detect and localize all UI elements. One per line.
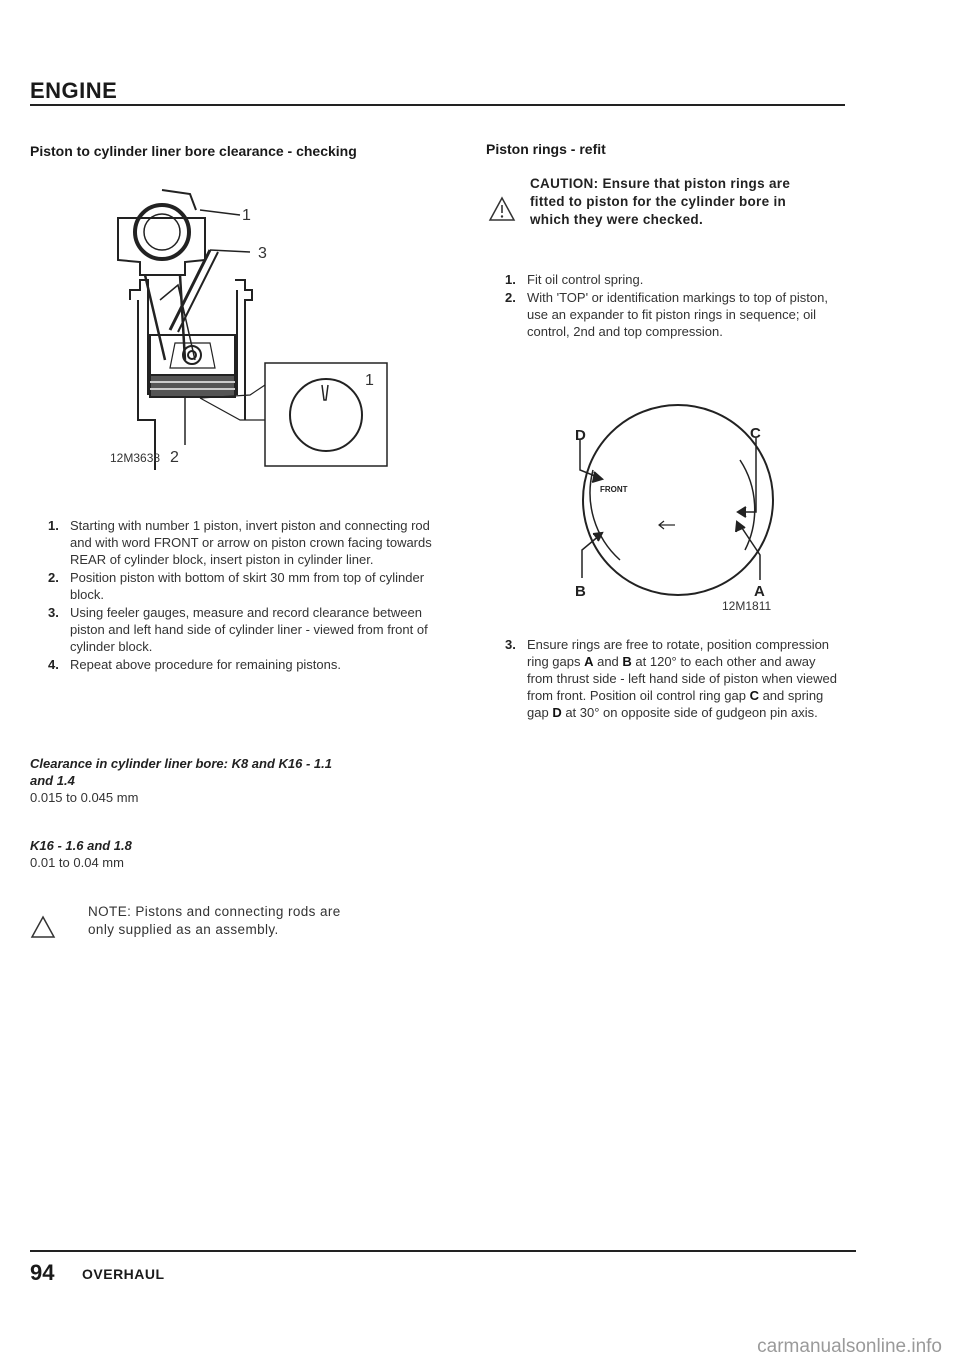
spec-value: 0.015 to 0.045 mm (30, 790, 139, 805)
figure-code-12m1811: 12M1811 (722, 599, 772, 613)
figure-code-12m3638: 12M3638 (110, 451, 161, 465)
callout-3: 3 (258, 245, 267, 262)
step-number: 2. (48, 570, 59, 585)
step-item (505, 289, 845, 340)
spec-title: K16 - 1.6 and 1.8 (30, 838, 132, 853)
step-text-part: and (593, 654, 623, 669)
step-number: 1. (48, 518, 59, 533)
ring-gap-figure (560, 400, 810, 620)
page-number: 94 (30, 1260, 55, 1285)
caution-line2: fitted to piston for the cylinder bore in (530, 194, 787, 209)
gap-label-c: C (749, 688, 759, 703)
caution-line1: CAUTION: Ensure that piston rings are (530, 176, 791, 191)
ring-label-d: D (575, 427, 586, 444)
note-block (88, 903, 448, 939)
caution-block (530, 175, 850, 229)
step-text-part: Ensure rings are free to rotate, position compression ring gaps (527, 637, 830, 669)
ring-gap-step (505, 636, 845, 721)
step-text: Using feeler gauges, measure and record clearance between piston and left hand side of cylinder liner - viewed from front of cylinder block. (70, 605, 428, 654)
warning-triangle-icon (30, 915, 56, 939)
step-text-part: at 120° to each other and away from thrust side - left hand side of piston when viewed from front. Position oil control ring gap (527, 654, 837, 703)
footer-section-label: OVERHAUL (82, 1266, 165, 1282)
step-number: 4. (48, 657, 59, 672)
step-item (505, 636, 845, 721)
caution-triangle-icon (488, 196, 516, 222)
step-text: Position piston with bottom of skirt 30 mm from top of cylinder block. (70, 570, 425, 602)
step-text: Fit oil control spring. (527, 272, 644, 287)
step-text: Repeat above procedure for remaining pistons. (70, 657, 341, 672)
step-text: With 'TOP' or identification markings to top of piston, use an expander to fit piston rings in sequence; oil control, 2nd and top compression. (527, 290, 828, 339)
section-title-clearance-checking: Piston to cylinder liner bore clearance - checking (30, 143, 357, 159)
clearance-steps-list (48, 517, 438, 674)
ring-label-b: B (575, 583, 586, 600)
page-header-title: ENGINE (30, 78, 118, 103)
piston-clearance-figure (100, 180, 400, 480)
section-title-rings-refit: Piston rings - refit (486, 141, 606, 157)
callout-2: 2 (170, 449, 179, 466)
note-line1: NOTE: Pistons and connecting rods are (88, 904, 341, 919)
step-number: 1. (505, 272, 516, 287)
gap-label-d: D (552, 705, 562, 720)
spec-value: 0.01 to 0.04 mm (30, 855, 124, 870)
spec-title-line2: and 1.4 (30, 773, 75, 788)
footer-divider (30, 1250, 856, 1252)
step-number: 2. (505, 290, 516, 305)
step-item (48, 604, 438, 655)
step-item (48, 517, 438, 568)
ring-refit-steps-list (505, 271, 845, 341)
callout-1-inset: 1 (365, 372, 374, 389)
step-text-part: at 30° on opposite side of gudgeon pin axis. (561, 705, 818, 720)
header-divider (30, 104, 845, 106)
callout-1-top: 1 (242, 207, 251, 224)
step-text-part: and spring gap (527, 688, 824, 720)
step-item (48, 656, 438, 673)
note-line2: only supplied as an assembly. (88, 922, 279, 937)
front-marking-label: FRONT (600, 485, 628, 494)
step-number: 3. (48, 605, 59, 620)
gap-label-b: B (622, 654, 632, 669)
step-number: 3. (505, 637, 516, 652)
spec-block-k8-k16 (30, 755, 450, 806)
spec-title-line1: Clearance in cylinder liner bore: K8 and K16 - 1.1 (30, 756, 332, 771)
gap-label-a: A (584, 654, 594, 669)
step-item (505, 271, 845, 288)
step-item (48, 569, 438, 603)
watermark-text: carmanualsonline.info (757, 1336, 942, 1357)
ring-label-a: A (754, 583, 765, 600)
spec-block-k16-16-18 (30, 837, 450, 871)
ring-label-c: C (750, 425, 761, 442)
caution-line3: which they were checked. (530, 212, 704, 227)
step-text: Starting with number 1 piston, invert piston and connecting rod and with word FRONT or arrow on piston crown facing towards REAR of cylinder block, insert piston in cylinder liner. (70, 518, 432, 567)
